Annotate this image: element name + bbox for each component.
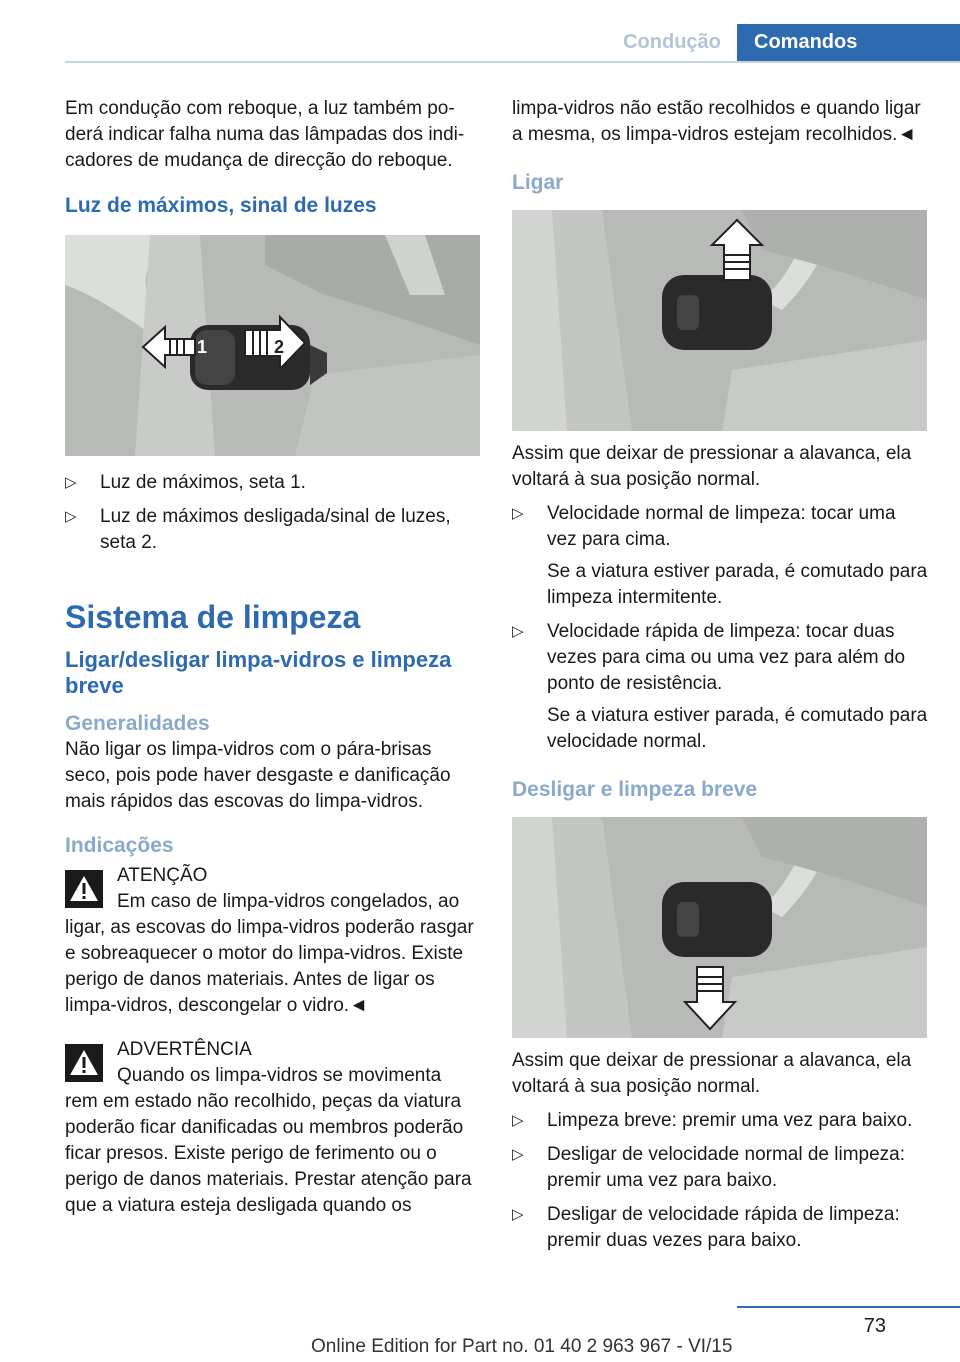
figure-wiper-down [512, 817, 927, 1038]
warning-text-attention: Em caso de limpa-vidros congelados, ao ligar, as escovas do limpa-vidros poderão rasgar e sobreaquecer o motor do limpa-vidros. Existe perigo de danos materiais. Antes de ligar os limpa-vidros, descongelar o vidro.◄ [65, 891, 474, 1016]
left-column [65, 96, 480, 1219]
fig1-label-1: 1 [197, 337, 208, 357]
header-chapter: Comandos [737, 24, 960, 63]
heading-desligar: Desligar e limpeza breve [512, 778, 758, 801]
bullet-triangle-icon: ▷ [65, 474, 77, 491]
heading-wipers-on-off: Ligar/desligar limpa-vidros e limpeza breve [65, 647, 452, 698]
header-rule [65, 61, 960, 63]
footer-rule [737, 1306, 960, 1308]
header-section: Condução [623, 31, 721, 53]
list-item: ▷ Luz de máximos desligada/sinal de luzes, seta 2. [65, 506, 451, 553]
heading-general: Generalidades [65, 712, 210, 735]
bullet-triangle-icon: ▷ [512, 1112, 524, 1129]
footer-edition: Online Edition for Part no. 01 40 2 963 967 - VI/15 [311, 1336, 733, 1357]
warning-block-attention [65, 863, 480, 1019]
figure-wiper-up [512, 210, 927, 431]
warning-triangle-icon [65, 870, 103, 908]
list-item: ▷ Velocidade rápida de limpeza: tocar duas vezes para cima ou uma vez para além do ponto de resistência. Se a viatura estiver parada, é comutado para velocidade normal. [512, 621, 928, 752]
warning-triangle-icon [65, 1044, 103, 1082]
general-paragraph: Não ligar os limpa-vidros com o pára-brisas seco, pois pode haver desgaste e danificação mais rápidos das escovas do limpa-vidros. [65, 739, 451, 812]
heading-notes: Indicações [65, 834, 174, 857]
intro-paragraph: Em condução com reboque, a luz também poderá indicar falha numa das lâmpadas dos indicadores de mudança de direcção do reboque. [65, 98, 465, 171]
list-item: ▷ Velocidade normal de limpeza: tocar uma vez para cima. Se a viatura estiver parada, é comutado para limpeza intermitente. [512, 503, 928, 608]
list-item: ▷ Limpeza breve: premir uma vez para baixo. [512, 1108, 930, 1134]
warning-title-advertencia: ADVERTÊNCIA [117, 1039, 252, 1060]
bullet-triangle-icon: ▷ [512, 505, 524, 522]
list-item: ▷ Desligar de velocidade normal de limpeza: premir uma vez para baixo. [512, 1144, 906, 1191]
right-column [512, 96, 930, 1254]
heading-high-beam: Luz de máximos, sinal de luzes [65, 194, 377, 217]
return-paragraph: Assim que deixar de pressionar a alavanca, ela voltará à sua posição normal. [512, 443, 912, 490]
bullet-triangle-icon: ▷ [512, 1146, 524, 1163]
fig1-label-2: 2 [274, 337, 285, 357]
heading-cleaning-system: Sistema de limpeza [65, 599, 361, 635]
return-paragraph: Assim que deixar de pressionar a alavanca, ela voltará à sua posição normal. [512, 1050, 912, 1097]
bullet-triangle-icon: ▷ [512, 623, 524, 640]
bullet-triangle-icon: ▷ [512, 1206, 524, 1223]
high-beam-illustration [65, 235, 480, 456]
page-number: 73 [863, 1315, 886, 1337]
bullet-triangle-icon: ▷ [65, 508, 77, 525]
figure-high-beam [65, 235, 480, 456]
wiper-up-illustration [512, 210, 927, 431]
warning-title-attention: ATENÇÃO [117, 865, 208, 886]
heading-ligar: Ligar [512, 171, 564, 194]
warning-block-advertencia [65, 1037, 480, 1219]
continued-paragraph: limpa-vidros não estão recolhidos e quando ligar a mesma, os limpa-vidros estejam recolhidos.◄ [512, 98, 921, 145]
list-item: ▷ Luz de máximos, seta 1. [65, 470, 480, 496]
warning-text-advertencia: Quando os limpa-vidros se movimenta rem em estado não recolhido, peças da viatura poderão ficar danificadas ou membros poderão ficar presos. Existe perigo de ferimento ou o perigo de danos materiais. Prestar atenção para que a viatura esteja desligada quando os [65, 1065, 472, 1216]
wiper-down-illustration [512, 817, 927, 1038]
list-item: ▷ Desligar de velocidade rápida de limpeza: premir duas vezes para baixo. [512, 1204, 900, 1251]
